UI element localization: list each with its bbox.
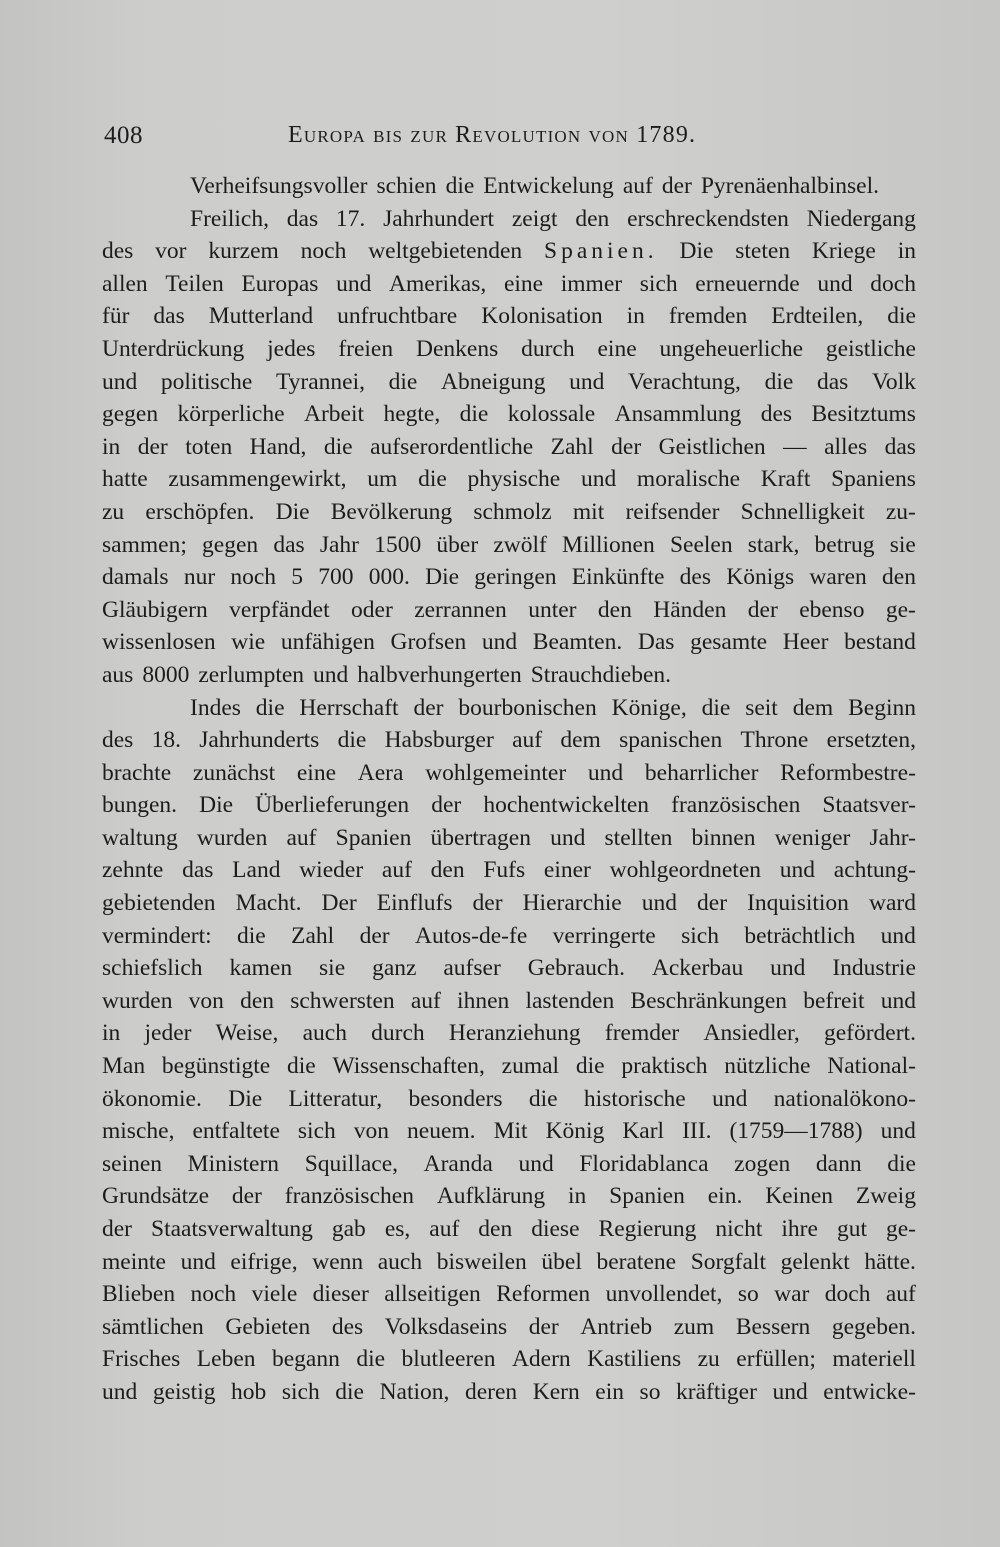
running-head: Europa bis zur Revolution von 1789. — [288, 122, 697, 148]
text-line: Indes die Herrschaft der bourbonischen Könige, die seit dem Beginn — [190, 694, 916, 721]
text-line: aus 8000 zerlumpten und halbverhungerten Strauchdieben. — [102, 661, 672, 688]
text-line: meinte und eifrige, wenn auch bisweilen übel beratene Sorgfalt gelenkt hätte. — [102, 1248, 916, 1275]
text-line: Verheifsungsvoller schien die Entwickelung auf der Pyrenäenhalbinsel. — [190, 173, 879, 199]
text-line: für das Mutterland unfruchtbare Kolonisation in fremden Erdteilen, die — [102, 303, 916, 330]
text-line: Grundsätze der französischen Aufklärung in Spanien ein. Keinen Zweig — [102, 1183, 916, 1210]
text-line: bungen. Die Überlieferungen der hochentwickelten französischen Staatsver- — [102, 792, 916, 819]
text-line: sammen; gegen das Jahr 1500 über zwölf Millionen Seelen stark, betrug sie — [102, 531, 916, 558]
text-line: der Staatsverwaltung gab es, auf den diese Regierung nicht ihre gut ge- — [102, 1216, 916, 1242]
text-line: hatte zusammengewirkt, um die physische und moralische Kraft Spaniens — [102, 466, 916, 493]
paragraph — [102, 170, 916, 692]
text-line: schiefslich kamen sie ganz aufser Gebrauch. Ackerbau und Industrie — [102, 955, 916, 982]
text-line: seinen Ministern Squillace, Aranda und Floridablanca zogen dann die — [102, 1150, 916, 1177]
page-number: 408 — [104, 122, 143, 149]
text-line: brachte zunächst eine Aera wohlgemeinter und beharrlicher Reformbestre- — [102, 759, 916, 786]
text-line: sämtlichen Gebieten des Volksdaseins der Antrieb zum Bessern gegeben. — [102, 1313, 916, 1340]
text-line: des vor kurzem noch weltgebietenden Spanien. Die steten Kriege in — [102, 238, 916, 265]
text-line: wurden von den schwersten auf ihnen lastenden Beschränkungen befreit und — [102, 987, 916, 1014]
text-line: Man begünstigte die Wissenschaften, zumal die praktisch nützliche National- — [102, 1053, 916, 1080]
text-line: und politische Tyrannei, die Abneigung und Verachtung, die das Volk — [102, 368, 916, 395]
text-line: zehnte das Land wieder auf den Fufs einer wohlgeordneten und achtung- — [102, 857, 916, 884]
text-line: Gläubigern verpfändet oder zerrannen unter den Händen der ebenso ge- — [102, 596, 916, 623]
page-header — [104, 122, 914, 162]
text-line: allen Teilen Europas und Amerikas, eine immer sich erneuernde und doch — [102, 270, 916, 297]
text-line: waltung wurden auf Spanien übertragen und stellten binnen weniger Jahr- — [102, 824, 916, 851]
text-line: des 18. Jahrhunderts die Habsburger auf dem spanischen Throne ersetzten, — [102, 727, 916, 754]
text-line: in jeder Weise, auch durch Heranziehung fremder Ansiedler, gefördert. — [102, 1020, 916, 1047]
text-line: gebietenden Macht. Der Einflufs der Hierarchie und der Inquisition ward — [102, 890, 916, 917]
paragraph — [102, 692, 916, 1409]
text-line: Unterdrückung jedes freien Denkens durch eine ungeheuerliche geistliche — [102, 335, 916, 362]
text-line: und geistig hob sich die Nation, deren Kern ein so kräftiger und entwicke- — [102, 1378, 916, 1405]
text-line: wissenlosen wie unfähigen Grofsen und Beamten. Das gesamte Heer bestand — [102, 629, 916, 656]
text-line: ökonomie. Die Litteratur, besonders die historische und nationalökono- — [102, 1085, 916, 1112]
text-line: zu erschöpfen. Die Bevölkerung schmolz mit reifsender Schnelligkeit zu- — [102, 498, 916, 525]
text-line: gegen körperliche Arbeit hegte, die kolossale Ansammlung des Besitztums — [102, 401, 916, 428]
text-line: Freilich, das 17. Jahrhundert zeigt den erschreckendsten Niedergang — [190, 205, 916, 232]
text-line: Blieben noch viele dieser allseitigen Reformen unvollendet, so war doch auf — [102, 1281, 916, 1308]
text-line: vermindert: die Zahl der Autos-de-fe verringerte sich beträchtlich und — [102, 922, 916, 949]
text-line: damals nur noch 5 700 000. Die geringen Einkünfte des Königs waren den — [102, 564, 916, 591]
body-text — [102, 170, 916, 1409]
text-line: mische, entfaltete sich von neuem. Mit König Karl III. (1759—1788) und — [102, 1118, 916, 1145]
text-line: Frisches Leben begann die blutleeren Adern Kastiliens zu erfüllen; materiell — [102, 1346, 916, 1373]
text-line: in der toten Hand, die aufserordentliche Zahl der Geistlichen — alles das — [102, 433, 916, 460]
